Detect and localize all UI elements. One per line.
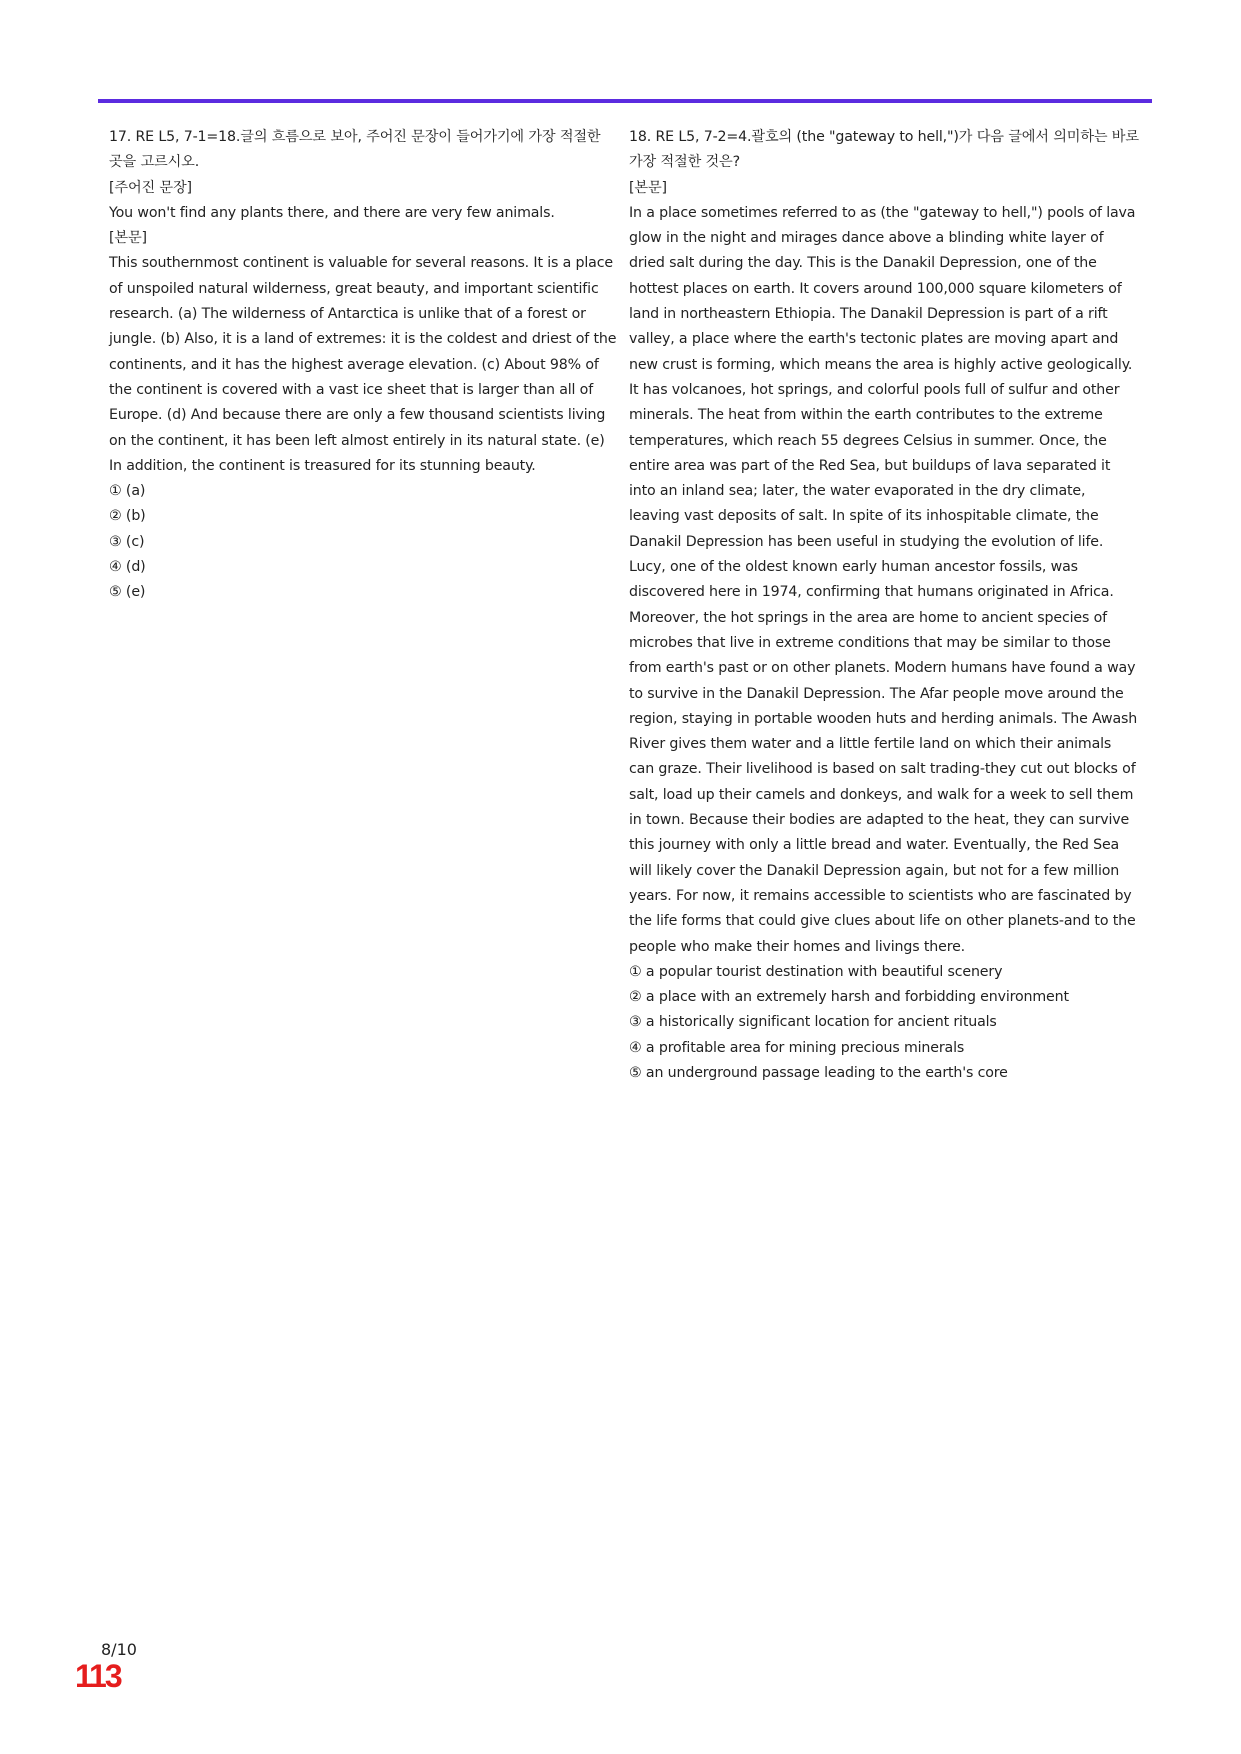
choice-option[interactable]: ④ a profitable area for mining precious minerals: [629, 1039, 965, 1056]
question-17-body-label: [본문]: [109, 230, 147, 247]
question-17-choices: [109, 479, 617, 605]
question-17-given-sentence: You won't find any plants there, and there are very few animals.: [109, 204, 555, 221]
question-18-title: 18. RE L5, 7-2=4.괄호의 (the "gateway to hell,")가 다음 글에서 의미하는 바로 가장 적절한 것은?: [629, 129, 1139, 171]
choice-option[interactable]: ② a place with an extremely harsh and forbidding environment: [629, 989, 1069, 1006]
choice-option[interactable]: ④ (d): [109, 559, 146, 576]
page-number: 113: [75, 1658, 121, 1694]
question-18-body-label: [본문]: [629, 179, 667, 196]
question-17-given-label: [주어진 문장]: [109, 179, 192, 196]
choice-option[interactable]: ③ a historically significant location for ancient rituals: [629, 1014, 997, 1031]
question-17-title: 17. RE L5, 7-1=18.글의 흐름으로 보아, 주어진 문장이 들어가기에 가장 적절한 곳을 고르시오.: [109, 129, 601, 171]
header-divider: [98, 99, 1152, 103]
question-18-body: In a place sometimes referred to as (the "gateway to hell,") pools of lava glow in the night and mirages dance above a blinding white layer of dried salt during the day. This is the Danakil Depression, one of the hottest places on earth. It covers around 100,000 square kilometers of land in northeastern Ethiopia. The Danakil Depression is part of a rift valley, a place where the earth's tectonic plates are moving apart and new crust is forming, which means the area is highly active geologically. It has volcanoes, hot springs, and colorful pools full of sulfur and other minerals. The heat from within the earth contributes to the extreme temperatures, which reach 55 degrees Celsius in summer. Once, the entire area was part of the Red Sea, but buildups of lava separated it into an inland sea; later, the water evaporated in the dry climate, leaving vast deposits of salt. In spite of its inhospitable climate, the Danakil Depression has been useful in studying the evolution of life. Lucy, one of the oldest known early human ancestor fossils, was discovered here in 1974, confirming that humans originated in Africa. Moreover, the hot springs in the area are home to ancient species of microbes that live in extreme conditions that may be similar to those from earth's past or on other planets. Modern humans have found a way to survive in the Danakil Depression. The Afar people move around the region, staying in portable wooden huts and herding animals. The Awash River gives them water and a little fertile land on which their animals can graze. Their livelihood is based on salt trading-they cut out blocks of salt, load up their camels and donkeys, and walk for a week to sell them in town. Because their bodies are adapted to the heat, they can survive this journey with only a little bread and water. Eventually, the Red Sea will likely cover the Danakil Depression again, but not for a few million years. For now, it remains accessible to scientists who are fascinated by the life forms that could give clues about life on other planets-and to the people who make their homes and livings there.: [629, 204, 1138, 955]
choice-option[interactable]: ③ (c): [109, 533, 145, 550]
page-progress-label: 8/10: [101, 1640, 137, 1659]
choice-option[interactable]: ② (b): [109, 508, 146, 525]
question-17-body: This southernmost continent is valuable for several reasons. It is a place of unspoiled natural wilderness, great beauty, and important scientific research. (a) The wilderness of Antarctica is unlike that of a forest or jungle. (b) Also, it is a land of extremes: it is the coldest and driest of the continents, and it has the highest average elevation. (c) About 98% of the continent is covered with a vast ice sheet that is larger than all of Europe. (d) And because there are only a few thousand scientists living on the continent, it has been left almost entirely in its natural state. (e) In addition, the continent is treasured for its stunning beauty.: [109, 255, 617, 474]
choice-option[interactable]: ① a popular tourist destination with beautiful scenery: [629, 963, 1003, 980]
question-18: [629, 125, 1139, 1086]
choice-option[interactable]: ① (a): [109, 483, 146, 500]
choice-option[interactable]: ⑤ an underground passage leading to the earth's core: [629, 1064, 1008, 1081]
question-18-choices: [629, 960, 1139, 1086]
question-17: [109, 125, 617, 606]
choice-option[interactable]: ⑤ (e): [109, 584, 146, 601]
